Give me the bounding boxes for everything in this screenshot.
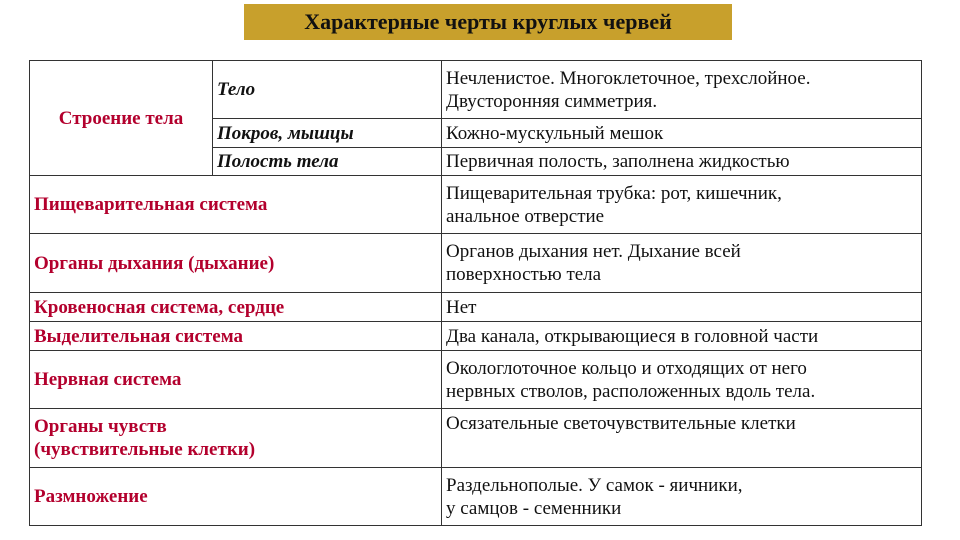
table-row	[30, 234, 922, 293]
body-sub-label: Тело	[217, 79, 256, 100]
table-row	[30, 468, 922, 526]
reproduction-desc-cell	[442, 468, 922, 526]
cavity-desc-line-1: Первичная полость, заполнена жидкостью	[446, 151, 790, 172]
reproduction-desc-line-2: у самцов - семенники	[446, 497, 622, 519]
respiratory-desc-line-2: поверхностью тела	[446, 264, 602, 285]
body-desc-line-1: Нечленистое. Многоклеточное, трехслойное.	[446, 67, 811, 89]
reproduction-category-cell	[30, 468, 442, 526]
circulatory-category-label: Кровеносная система, сердце	[34, 296, 285, 318]
nervous-desc-line-1: Окологлоточное кольцо и отходящих от него	[446, 357, 807, 379]
slide-title: Характерные черты круглых червей	[244, 4, 732, 40]
table-row	[30, 61, 922, 119]
senses-desc-line-1: Осязательные светочувствительные клетки	[446, 413, 796, 434]
digestive-category-cell	[30, 176, 442, 234]
digestive-category-label: Пищеварительная система	[34, 194, 268, 215]
senses-category-cell	[30, 409, 442, 468]
reproduction-category-label: Размножение	[34, 486, 148, 507]
cover-desc-cell	[442, 119, 922, 148]
cavity-desc-cell	[442, 148, 922, 176]
circulatory-desc-line-1: Нет	[446, 296, 477, 318]
cover-desc-line-1: Кожно-мускульный мешок	[446, 122, 664, 144]
reproduction-desc-line-1: Раздельнополые. У самок - яичники,	[446, 474, 743, 496]
digestive-desc-cell	[442, 176, 922, 234]
senses-desc-cell	[442, 409, 922, 468]
body-sub-cell	[213, 61, 442, 119]
nervous-desc-line-2: нервных стволов, расположенных вдоль тела.	[446, 380, 816, 402]
nervous-category-label: Нервная система	[34, 369, 182, 390]
circulatory-desc-cell	[442, 293, 922, 322]
digestive-desc-line-1: Пищеварительная трубка: рот, кишечник,	[446, 182, 782, 204]
senses-category-line-1: Органы чувств	[34, 416, 167, 437]
digestive-desc-line-2: анальное отверстие	[446, 205, 605, 227]
structure-category-label: Строение тела	[58, 107, 184, 129]
table-row	[30, 176, 922, 234]
body-desc-line-2: Двусторонняя симметрия.	[446, 90, 658, 112]
table-row	[30, 293, 922, 322]
table-row	[30, 322, 922, 351]
nervous-category-cell	[30, 351, 442, 409]
respiratory-desc-cell	[442, 234, 922, 293]
circulatory-category-cell	[30, 293, 442, 322]
respiratory-desc-line-1: Органов дыхания нет. Дыхание всей	[446, 241, 741, 262]
senses-category-line-2: (чувствительные клетки)	[34, 439, 256, 460]
body-desc-cell	[442, 61, 922, 119]
respiratory-category-cell	[30, 234, 442, 293]
cover-sub-cell	[213, 119, 442, 148]
cavity-sub-cell	[213, 148, 442, 176]
excretory-category-label: Выделительная система	[34, 325, 243, 347]
excretory-category-cell	[30, 322, 442, 351]
cover-sub-label: Покров, мышцы	[217, 122, 354, 144]
table-row	[30, 409, 922, 468]
cavity-sub-label: Полость тела	[217, 151, 339, 172]
table-row	[30, 351, 922, 409]
nervous-desc-cell	[442, 351, 922, 409]
traits-table	[29, 60, 922, 526]
excretory-desc-line-1: Два канала, открывающиеся в головной части	[446, 325, 819, 347]
excretory-desc-cell	[442, 322, 922, 351]
respiratory-category-label: Органы дыхания (дыхание)	[34, 252, 275, 274]
structure-category-cell	[30, 61, 213, 176]
